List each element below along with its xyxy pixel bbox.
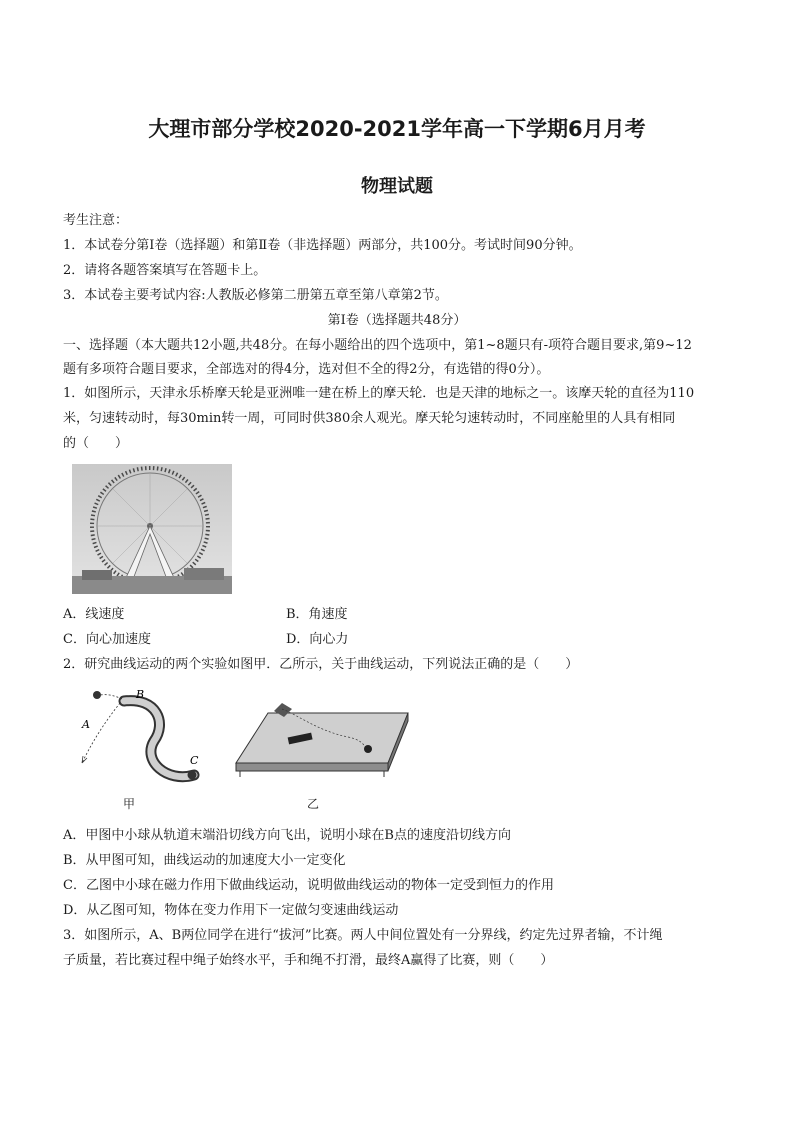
caption-yi: 乙: [307, 797, 320, 811]
notice-heading: 考生注意：: [63, 213, 129, 228]
q2-option-b: B．从甲图可知，曲线运动的加速度大小一定变化: [63, 853, 346, 868]
notice-item-3: 3．本试卷主要考试内容:人教版必修第二册第五章至第八章第2节。: [63, 288, 448, 303]
q1-option-d: D．向心力: [286, 632, 349, 647]
q2-option-d: D．从乙图可知，物体在变力作用下一定做匀变速曲线运动: [63, 903, 399, 918]
q2-option-a: A．甲图中小球从轨道末端沿切线方向飞出，说明小球在B点的速度沿切线方向: [63, 828, 511, 843]
q3-stem-line-2: 子质量，若比赛过程中绳子始终水平，手和绳不打滑，最终A赢得了比赛，则（ ）: [63, 953, 554, 968]
q1-stem-line-3: 的（ ）: [63, 436, 129, 451]
label-c: C: [190, 754, 199, 767]
notice-item-2: 2．请将各题答案填写在答题卡上。: [63, 263, 267, 278]
exam-title: 大理市部分学校2020-2021学年高一下学期6月月考: [148, 117, 646, 141]
q3-stem-line-1: 3．如图所示，A、B两位同学在进行“拔河”比赛。两人中间位置处有一分界线，约定先过界者输，不计绳: [63, 928, 663, 943]
ferris-wheel-figure: [72, 464, 232, 594]
section-title: 第Ⅰ卷（选择题共48分）: [327, 313, 467, 328]
q2-stem: 2．研究曲线运动的两个实验如图甲．乙所示，关于曲线运动，下列说法正确的是（ ）: [63, 657, 579, 672]
q1-option-a: A．线速度: [63, 607, 125, 622]
q1-stem-line-1: 1．如图所示，天津永乐桥摩天轮是亚洲唯一建在桥上的摩天轮．也是天津的地标之一。该摩天轮的直径为110: [63, 386, 695, 401]
caption-jia: 甲: [123, 797, 136, 811]
section-instructions-line-2: 题有多项符合题目要求，全部选对的得4分，选对但不全的得2分，有选错的得0分）。: [63, 362, 550, 377]
label-b: B: [136, 688, 145, 701]
q1-option-c: C．向心加速度: [63, 632, 151, 647]
notice-item-1: 1．本试卷分第Ⅰ卷（选择题）和第Ⅱ卷（非选择题）两部分，共100分。考试时间90分钟。: [63, 238, 582, 253]
q1-option-b: B．角速度: [286, 607, 348, 622]
q1-stem-line-2: 米，匀速转动时，每30min转一周，可同时供380余人观光。摩天轮匀速转动时，不同座舱里的人具有相同: [63, 411, 676, 426]
section-instructions-line-1: 一、选择题（本大题共12小题,共48分。在每小题给出的四个选项中，第1~8题只有-项符合题目要求,第9~12: [63, 338, 692, 353]
label-a: A: [82, 718, 90, 731]
figure-yi-table-magnet: [228, 693, 418, 793]
figure-jia-curved-track: [72, 683, 207, 791]
exam-subject: 物理试题: [361, 176, 433, 197]
q2-option-c: C．乙图中小球在磁力作用下做曲线运动，说明做曲线运动的物体一定受到恒力的作用: [63, 878, 554, 893]
